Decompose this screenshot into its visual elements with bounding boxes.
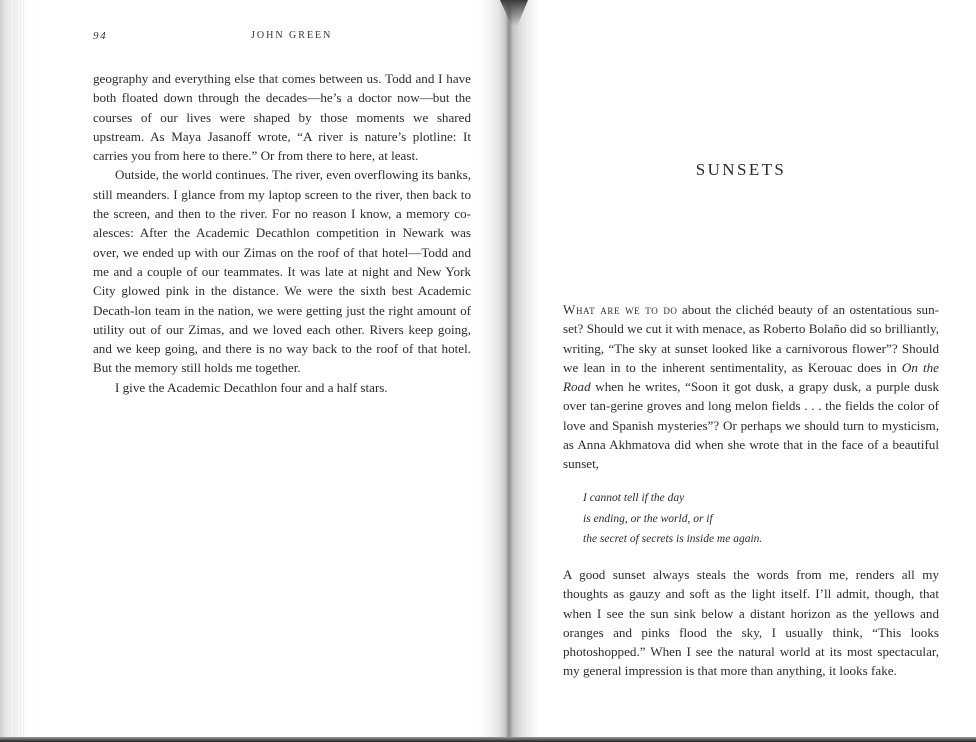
- paragraph: A good sunset always steals the words from me, renders all my thoughts as gauzy and soft as the light itself. I’ll admit, though, that when I see the sun sink below a distant horizon as the yellows and oranges and pinks flood the sky, I usually think, “This looks photoshopped.” When I see the natural world at its most spectacular, my general impression is that more than anything, it looks fake.: [563, 567, 939, 679]
- chapter-title: SUNSETS: [695, 160, 787, 179]
- paragraph: Outside, the world continues. The river, even overflowing its banks, still meanders. I glance from my laptop screen to the river, then back to the screen, and then to the river. For no reason I know, a memory co-alesces: After the Academic Decathlon competition in Newark was over, we ended up with our Zimas on the roof of that hotel—Todd and me and a couple of our teammates. It was late at night and New York City glowed pink in the distance. We were the sixth best Academic Decath-lon team in the nation, we were getting just the right amount of utility out of our Zimas, and we loved each other. Rivers keep going, and we keep going, and there is no way back to the roof of that hotel. But the memory still holds me together.: [93, 167, 471, 376]
- opening-text-end: when he writes, “Soon it got dusk, a grapy dusk, a purple dusk over tan-gerine groves and long melon fields . . . the fields the color of love and Spanish mysteries”? Or perhaps we should turn to mysticism, as Anna Akhmatova did when she wrote that in the face of a beautiful sunset,: [563, 379, 939, 472]
- poem-line: the secret of secrets is inside me again.: [583, 533, 763, 545]
- scan-bottom-edge: [0, 737, 976, 742]
- page-stack-edge: [14, 0, 26, 742]
- closing-paragraph: [563, 565, 939, 681]
- book-title: On the Road: [563, 359, 939, 395]
- left-page-body: [93, 69, 471, 397]
- opening-text: about the clichéd beauty of an ostentatious sun-set? Should we cut it with menace, as Roberto Bolaño did so brilliantly, writing, “The sky at sunset looked like a carnivorous flower”? Should we lean in to the inherent sentimentality, as Kerouac does in: [563, 302, 939, 375]
- paragraph: I give the Academic Decathlon four and a half stars.: [115, 379, 388, 395]
- book-gutter-shadow: [478, 0, 540, 742]
- opening-paragraph: [563, 300, 939, 474]
- poem-line: is ending, or the world, or if: [583, 512, 713, 525]
- running-head: JOHN GREEN: [251, 30, 333, 41]
- paragraph: geography and everything else that comes between us. Todd and I have both floated down through the decades—he’s a doctor now—but the courses of our lives were shaped by those moments we shared upstream. As Maya Jasanoff wrote, “A river is nature’s plotline: It carries you from here to there.” Or from there to here, at least.: [93, 71, 471, 164]
- page-number: 94: [93, 30, 108, 42]
- poem-line: I cannot tell if the day: [583, 492, 685, 504]
- poem-block: [583, 488, 903, 550]
- opening-small-caps: What are we to do: [563, 302, 678, 317]
- left-page-header: [93, 30, 471, 46]
